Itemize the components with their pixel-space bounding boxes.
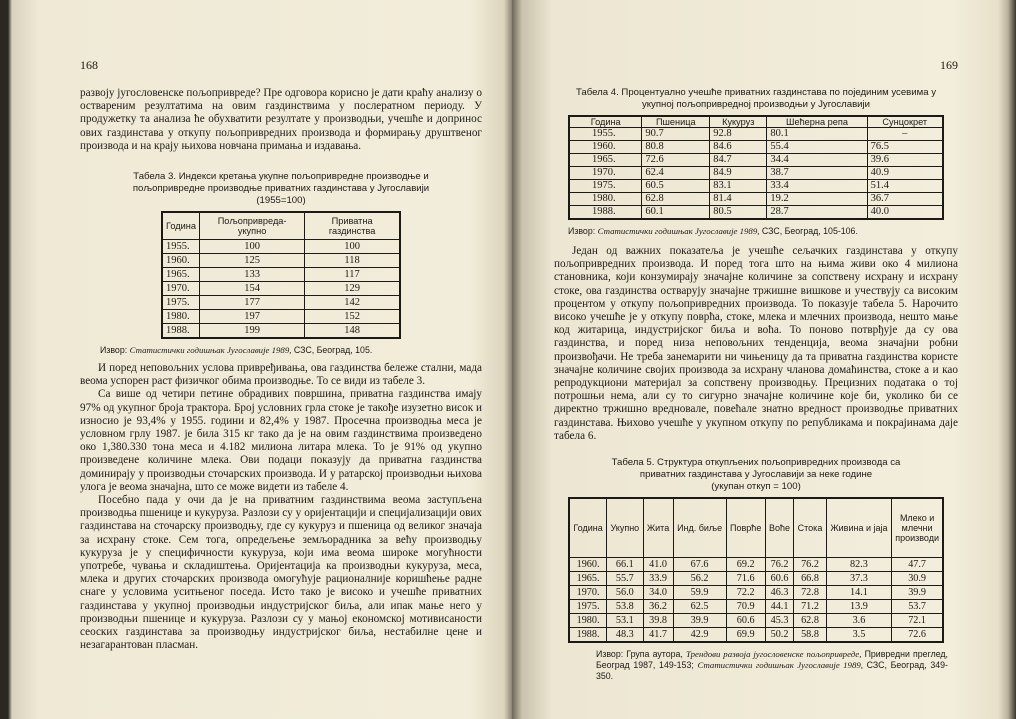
table-header: Година — [162, 212, 199, 240]
table-cell: 84.9 — [710, 167, 767, 180]
table-cell: 62.4 — [642, 167, 710, 180]
table-row — [162, 310, 400, 324]
table-cell: 1955. — [162, 240, 199, 254]
table-cell: 19.2 — [767, 193, 867, 206]
table-header: Година — [569, 116, 642, 128]
table-cell: 1960. — [569, 558, 607, 572]
paragraph: развоју југословенске пољопривреде? Пре одговора корисно је дати краћу анализу о оствареним резултатима на овим газдинствима у послератном периоду. У продужетку та анализа ће обухватити резултате у производњи, учешће и допринос ових газдинстава у откупу пољопривредних производа и формирању друштвеног производа и на крају њихова новчана примања и издавања. — [80, 87, 482, 152]
table-header: Воће — [765, 498, 794, 558]
table-header: Пољопривреда- укупно — [199, 212, 304, 240]
table-cell: 199 — [199, 324, 304, 339]
table-source — [568, 226, 958, 237]
table-cell: 84.6 — [710, 141, 767, 154]
table-cell: 76.5 — [867, 141, 943, 154]
table-cell: – — [867, 128, 943, 141]
table-header: Млеко и млечни производи — [892, 498, 943, 558]
table-cell: 100 — [305, 240, 400, 254]
paragraph: Посебно пада у очи да је на приватним газдинствима веома заступљена производња пшенице и кукуруза. Разлози су у оријентацији и специјализацији ових газдинстава на сточарску производњу, где су кукуруз и пшеница од великог значаја за исхрану стоке. Сем тога, опредељење земљорадника за већу производњу кукуруза је у специфичности кукуруза, који има веома широке могућности употребе, чувања и складиштења. Оријентација ка производњи кукуруза, меса, млека и других сточарских производа омогућује рационалније коришћење радне снаге у условима уситњеног поседа. Исто тако је високо и учешће приватних газдинстава у укупној производњи индустријског биља, али ипак мање него у производњи пшенице и кукуруза. Разлози су у мањој економској мотивисаности сеоских газдинстава за производњу индустријског биља, нестабилне цене и незагарантован пласман. — [80, 494, 482, 652]
table-3 — [161, 211, 401, 339]
table-cell: 62.8 — [642, 193, 710, 206]
table-row — [569, 141, 943, 154]
table-caption: (укупан откуп = 100) — [711, 481, 801, 493]
source-title: Статистички годишњак Југославије 1989, — [697, 660, 863, 671]
table-header: Шећерна репа — [767, 116, 867, 128]
source-lead: Извор: Група аутора, — [596, 649, 683, 660]
table-header: Живина и јаја — [826, 498, 892, 558]
table-5 — [568, 497, 944, 643]
table-cell: 117 — [305, 268, 400, 282]
table-4 — [568, 115, 944, 220]
table-row — [569, 614, 943, 628]
table-cell: 56.0 — [607, 586, 643, 600]
source-rest: СЗС, Београд, 105. — [293, 345, 373, 356]
table-cell: 1980. — [569, 614, 607, 628]
table-cell: 83.1 — [710, 180, 767, 193]
table-cell: 3.5 — [826, 628, 892, 643]
table-cell: 39.9 — [892, 586, 943, 600]
table-cell: 133 — [199, 268, 304, 282]
table-cell: 1955. — [569, 128, 642, 141]
table-cell: 51.4 — [867, 180, 943, 193]
table-cell: 129 — [305, 282, 400, 296]
table-cell: 55.7 — [607, 572, 643, 586]
table-cell: 40.0 — [867, 206, 943, 220]
table-cell: 59.9 — [673, 586, 726, 600]
table-cell: 1970. — [569, 586, 607, 600]
source-title: Трендови развоја југословенске пољопривреде, — [685, 649, 862, 660]
table-cell: 197 — [199, 310, 304, 324]
table-cell: 36.2 — [643, 600, 673, 614]
table-caption: (1955=100) — [256, 195, 306, 207]
table-cell: 71.6 — [726, 572, 765, 586]
table-header-row — [569, 116, 943, 128]
table-cell: 118 — [305, 254, 400, 268]
table-row — [162, 240, 400, 254]
table-cell: 1975. — [569, 180, 642, 193]
table-cell: 42.9 — [673, 628, 726, 643]
table-caption: Табела 4. Процентуално учешће приватних газдинстава по појединим усевима у укупној пољопривредној производњи у Југославији — [575, 87, 937, 110]
table-row — [569, 572, 943, 586]
table-cell: 72.8 — [794, 586, 826, 600]
table-cell: 1980. — [162, 310, 199, 324]
table-source — [596, 649, 948, 682]
table-cell: 66.1 — [607, 558, 643, 572]
table-cell: 148 — [305, 324, 400, 339]
table-row — [162, 324, 400, 339]
table-cell: 45.3 — [765, 614, 794, 628]
table-cell: 1965. — [569, 572, 607, 586]
table-cell: 76.2 — [794, 558, 826, 572]
table-cell: 53.7 — [892, 600, 943, 614]
table-cell: 72.1 — [892, 614, 943, 628]
table-cell: 72.6 — [642, 154, 710, 167]
table-cell: 80.8 — [642, 141, 710, 154]
table-cell: 37.3 — [826, 572, 892, 586]
table-cell: 67.6 — [673, 558, 726, 572]
table-cell: 125 — [199, 254, 304, 268]
table-row — [162, 254, 400, 268]
table-cell: 76.2 — [765, 558, 794, 572]
table-header-row — [569, 498, 943, 558]
table-cell: 1975. — [569, 600, 607, 614]
table-cell: 1960. — [162, 254, 199, 268]
table-cell: 72.6 — [892, 628, 943, 643]
table-cell: 1960. — [569, 141, 642, 154]
table-row — [569, 586, 943, 600]
table-row — [569, 193, 943, 206]
table-cell: 90.7 — [642, 128, 710, 141]
table-cell: 80.5 — [710, 206, 767, 220]
table-cell: 58.8 — [794, 628, 826, 643]
table-row — [569, 600, 943, 614]
table-cell: 62.5 — [673, 600, 726, 614]
table-cell: 55.4 — [767, 141, 867, 154]
table-header: Кукуруз — [710, 116, 767, 128]
table-cell: 1965. — [569, 154, 642, 167]
table-cell: 33.4 — [767, 180, 867, 193]
table-row — [569, 167, 943, 180]
table-caption: Табела 5. Структура откупљених пољопривредних производа са — [611, 457, 901, 469]
table-cell: 33.9 — [643, 572, 673, 586]
table-row — [569, 128, 943, 141]
table-cell: 14.1 — [826, 586, 892, 600]
paragraph: Један од важних показатеља је учешће сељачких газдинстава у откупу пољопривредних производа. И поред тога што на њима живи око 4 милиона становника, који конзумирају значајне количине за сопствену исхрану и исхрану стоке, ова газдинства остварују значајне тржишне вишкове и учествују са високим процентом у откупу пољопривредних производа. То показује табела 5. Нарочито високо учешће је у откупу поврћа, стоке, млека и млечних производа, нешто мање код житарица, индустријског биља и воћа. То поново потврђује да су ова газдинства, и поред низа неповољних тенденција, веома значајни робни произвођачи. Не треба занемарити ни чињеницу да та приватна газдинства користе значајне количине својих производа за исхрану чланова домаћинства, стоке а и као репродукциони материјал за сопствену производњу. Прецизних података о тој потрошњи нема, али су то сигурно значајне количине које би, уколико би се директно тржишно вредновале, повећале знатно вредност производње приватних газдинстава. Њихово учешће у укупном откупу по републикама и покрајинама даје табела 6. — [554, 245, 958, 442]
table-cell: 47.7 — [892, 558, 943, 572]
table-row — [569, 558, 943, 572]
table-cell: 39.9 — [673, 614, 726, 628]
table-cell: 72.2 — [726, 586, 765, 600]
table-header: Укупно — [607, 498, 643, 558]
table-row — [569, 180, 943, 193]
table-cell: 50.2 — [765, 628, 794, 643]
table-cell: 30.9 — [892, 572, 943, 586]
table-header: Приватна газдинства — [305, 212, 400, 240]
source-title: Статистички годишњак Југославије 1989, — [597, 226, 760, 236]
table-cell: 1988. — [162, 324, 199, 339]
table-cell: 1970. — [162, 282, 199, 296]
table-caption: приватних газдинстава у Југославији за неке године — [639, 469, 873, 481]
source-lead: Извор: — [568, 226, 596, 236]
table-row — [569, 154, 943, 167]
table-cell: 142 — [305, 296, 400, 310]
table-cell: 3.6 — [826, 614, 892, 628]
table-cell: 60.1 — [642, 206, 710, 220]
table-cell: 39.6 — [867, 154, 943, 167]
table-cell: 40.9 — [867, 167, 943, 180]
table-cell: 48.3 — [607, 628, 643, 643]
table-cell: 1975. — [162, 296, 199, 310]
table-header: Стока — [794, 498, 826, 558]
table-row — [569, 628, 943, 643]
table-cell: 36.7 — [867, 193, 943, 206]
table-cell: 80.1 — [767, 128, 867, 141]
table-cell: 62.8 — [794, 614, 826, 628]
table-header: Жита — [643, 498, 673, 558]
table-cell: 1965. — [162, 268, 199, 282]
table-cell: 1970. — [569, 167, 642, 180]
table-cell: 56.2 — [673, 572, 726, 586]
right-page — [512, 0, 1016, 719]
table-caption: Табела 3. Индекси кретања укупне пољопривредне производње и — [133, 171, 429, 183]
table-cell: 34.0 — [643, 586, 673, 600]
table-cell: 1988. — [569, 206, 642, 220]
table-cell: 60.5 — [642, 180, 710, 193]
table-caption: пољопривредне производње приватних газдинстава у Југославији — [132, 183, 430, 195]
table-cell: 82.3 — [826, 558, 892, 572]
table-source — [100, 345, 482, 356]
table-row — [162, 282, 400, 296]
table-cell: 177 — [199, 296, 304, 310]
table-cell: 46.3 — [765, 586, 794, 600]
table-cell: 70.9 — [726, 600, 765, 614]
table-cell: 154 — [199, 282, 304, 296]
table-cell: 44.1 — [765, 600, 794, 614]
table-header: Година — [569, 498, 607, 558]
table-row — [162, 268, 400, 282]
table-cell: 92.8 — [710, 128, 767, 141]
source-rest: СЗС, Београд, 349-350. — [596, 660, 948, 682]
table-cell: 1988. — [569, 628, 607, 643]
table-cell: 28.7 — [767, 206, 867, 220]
table-cell: 53.8 — [607, 600, 643, 614]
table-cell: 38.7 — [767, 167, 867, 180]
table-cell: 81.4 — [710, 193, 767, 206]
paragraph: Са више од четири петине обрадивих површина, приватна газдинства имају 97% од укупног броја трактора. Број условних грла стоке је такође изузетно висок и износио је 93,4% у 1955. години и 82,4% у 1987. Просечна производња меса је условном грлу 1987. је била 315 кг тако да је на овим газдинствима произведено око 1,380.330 тона меса и 4.182 милиона литара млека. То је 91% од укупно произведене количине млека. Ови подаци показују да приватна газдинства доминирају у производњи сточарских производа. И у ратарској производњи њихова улога је веома значајна, што се може видети из табеле 4. — [80, 388, 482, 493]
table-cell: 84.7 — [710, 154, 767, 167]
table-cell: 152 — [305, 310, 400, 324]
table-cell: 13.9 — [826, 600, 892, 614]
table-cell: 34.4 — [767, 154, 867, 167]
table-cell: 69.9 — [726, 628, 765, 643]
page-number: 169 — [940, 58, 958, 72]
page-number: 168 — [80, 58, 98, 72]
source-mid: Привредни преглед, Београд 1987, 149-153; — [596, 649, 948, 671]
table-row — [569, 206, 943, 220]
table-cell: 53.1 — [607, 614, 643, 628]
table-cell: 1980. — [569, 193, 642, 206]
table-cell: 60.6 — [726, 614, 765, 628]
source-rest: СЗС, Београд, 105-106. — [761, 226, 858, 236]
table-cell: 39.8 — [643, 614, 673, 628]
table-header: Инд. биље — [673, 498, 726, 558]
table-cell: 71.2 — [794, 600, 826, 614]
table-header: Поврће — [726, 498, 765, 558]
table-cell: 66.8 — [794, 572, 826, 586]
source-lead: Извор: — [100, 345, 128, 356]
table-cell: 41.7 — [643, 628, 673, 643]
table-cell: 60.6 — [765, 572, 794, 586]
table-cell: 41.0 — [643, 558, 673, 572]
table-header: Сунцокрет — [867, 116, 943, 128]
source-title: Статистички годишњак Југославије 1989, — [129, 345, 292, 356]
table-header-row — [162, 212, 400, 240]
table-cell: 100 — [199, 240, 304, 254]
paragraph: И поред неповољних услова привређивања, ова газдинства бележе стални, мада веома успорен раст физичког обима производње. То се види из табеле 3. — [80, 362, 482, 388]
table-header: Пшеница — [642, 116, 710, 128]
table-row — [162, 296, 400, 310]
table-cell: 69.2 — [726, 558, 765, 572]
